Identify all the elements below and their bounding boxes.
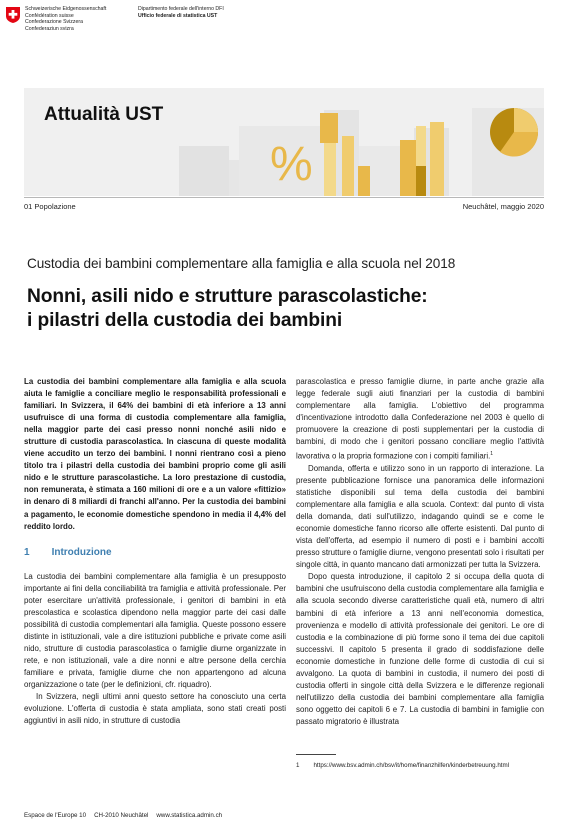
title-line-1: Nonni, asili nido e strutture parascolastiche: xyxy=(27,286,428,307)
page-footer xyxy=(24,812,222,819)
intro-paragraph-1: La custodia dei bambini complementare alla famiglia è un presupposto importante ai fini della conciliabilità tra famiglia e attività professionale. Per poter esercitare un'attività professionale, i genitori di bambini in età prescolastica e scolastica dipendono nella maggior parte dei casi dalle possibilità di custodia complementari alla famiglia. Queste possono essere distinte in istituzionali, vale a dire istituzioni pubbliche e private come asili nido, strutture di custodia parascolastica o famiglie diurne organizzate in rete, e non istituzionali, vale a dire nonni e altre persone della cerchia familiare e privata, famiglie diurne che non appartengono ad alcuna organizzazione o tate (per le definizioni, cfr. riquadro). xyxy=(24,571,286,690)
section-number: 1 xyxy=(24,546,30,558)
section-heading-introduction xyxy=(24,547,286,559)
body-paragraph-2: Domanda, offerta e utilizzo sono in un rapporto di interazione. La presente pubblicazione fornisce una panoramica delle informazioni statistiche disponibili sul tema della custodia dei bambini complementare alla famiglia e alla scuola. Context: dal punto di vista della domanda, dati sull'utilizzo, indagando quindi se e come le economie domestiche fanno ricorso alle offerte esistenti. Dal punto di vista dell'offerta, ad esempio il numero di posti e i bambini accolti presso strutture o famiglie diurne, vengono presentati solo i risultati per singole città, in quanto mancano dati armonizzati per tutta la Svizzera. xyxy=(296,463,544,570)
banner-title: Attualità UST xyxy=(44,104,164,125)
body-paragraph-1-text: parascolastica e presso famiglie diurne, in parte anche grazie alla legge federale sugli aiuti finanziari per la custodia di bambini complementare alla famiglia. L'obiettivo del programma d'incentivazione introdotto dalla Confederazione nel 2003 è quello di promuovere la creazione di posti supplementari per la custodia di bambini, di modo che i genitori possano conciliare meglio l'attività lavorativa o la propria formazione con i compiti familiari. xyxy=(296,377,544,461)
place-date: Neuchâtel, maggio 2020 xyxy=(462,202,544,211)
department-name: Dipartimento federale dell'interno DFI xyxy=(138,6,224,12)
footnote-link[interactable]: https://www.bsv.admin.ch/bsv/it/home/finanzhilfen/kinderbetreuung.html xyxy=(313,762,510,769)
footnote-ref: 1 xyxy=(490,451,494,458)
confed-line-rm: Confederaziun svizra xyxy=(25,25,74,32)
confed-line-it: Confederazione Svizzera xyxy=(25,19,83,26)
intro-paragraph-2: In Svizzera, negli ultimi anni questo settore ha conosciuto una certa evoluzione. L'offerta di custodia è stata ampliata, sono stati creati posti aggiuntivi in asili nido, in strutture di custodia xyxy=(24,692,286,726)
section-label: 01 Popolazione xyxy=(24,202,76,211)
percent-glyph: % xyxy=(270,138,313,191)
confed-line-fr: Confédération suisse xyxy=(25,12,74,19)
footer-postcode: CH-2010 Neuchâtel xyxy=(94,812,149,819)
lead-paragraph: La custodia dei bambini complementare alla famiglia e alla scuola aiuta le famiglie a conciliare meglio le responsabilità professionali e familiari. In Svizzera, il 64% dei bambini di età inferiore a 13 anni usufruisce di una forma di custodia complementare alla famiglia, nella maggior parte dei casi presso nonni nonché asili nido e strutture di custodia parascolastica. In ciascuna di queste modalità viene accudito un terzo dei bambini. I nonni rientrano così a pieno titolo tra i pilastri della custodia dei bambini proprio come gli asili nido e le strutture parascolastiche. La loro prestazione di custodia, non remunerata, è stimata a 160 milioni di ore e a un valore «fittizio» in denaro di 8 miliardi di franchi all'anno. Per la custodia dei bambini a pagamento, le economie domestiche spendono in media il 4,4% del reddito lordo. xyxy=(24,377,286,531)
section-title: Introduzione xyxy=(51,546,112,558)
department-info xyxy=(138,6,224,19)
swiss-cross-logo xyxy=(6,7,20,23)
footer-website-link[interactable]: www.statistica.admin.ch xyxy=(156,812,223,819)
body-paragraph-3: Dopo questa introduzione, il capitolo 2 si occupa della quota di bambini che usufruiscono della custodia complementare alla famiglia e alla scuola secondo diverse caratteristiche quali età, numero di altri bambini di età inferiore a 13 anni nell'economia domestica, provenienza e modello di attività professionale dei genitori. Le ore di custodia e la combinazione di più forme sono il tema dei due capitoli successivi. Il capitolo 5 presenta il grado di soddisfazione delle economie domestiche in funzione delle forme di custodia di cui si avvalgono. La quota di bambini in custodia, il numero dei posti di custodia offerti in singole città della Svizzera e le differenze regionali nell'utilizzo della custodia dei bambini complementare alla famiglia sono oggetto dei capitoli 6 e 7. La custodia di bambini in famiglie con passato migratorio è illustrata xyxy=(296,572,544,726)
footnote-divider xyxy=(296,754,336,755)
title-line-2: i pilastri della custodia dei bambini xyxy=(27,310,343,331)
footnote-number: 1 xyxy=(296,762,300,769)
confed-line-de: Schweizerische Eidgenossenschaft xyxy=(25,6,107,12)
publication-title xyxy=(27,285,428,333)
body-paragraph-1 xyxy=(296,376,544,463)
banner-divider xyxy=(24,197,544,198)
office-name: Ufficio federale di statistica UST xyxy=(138,12,218,19)
footer-address: Espace de l'Europe 10 xyxy=(24,812,87,819)
confederation-names xyxy=(25,6,106,32)
right-column xyxy=(296,376,544,728)
publication-subtitle: Custodia dei bambini complementare alla famiglia e alla scuola nel 2018 xyxy=(27,256,456,271)
left-column xyxy=(24,376,286,727)
footnote xyxy=(296,762,509,769)
